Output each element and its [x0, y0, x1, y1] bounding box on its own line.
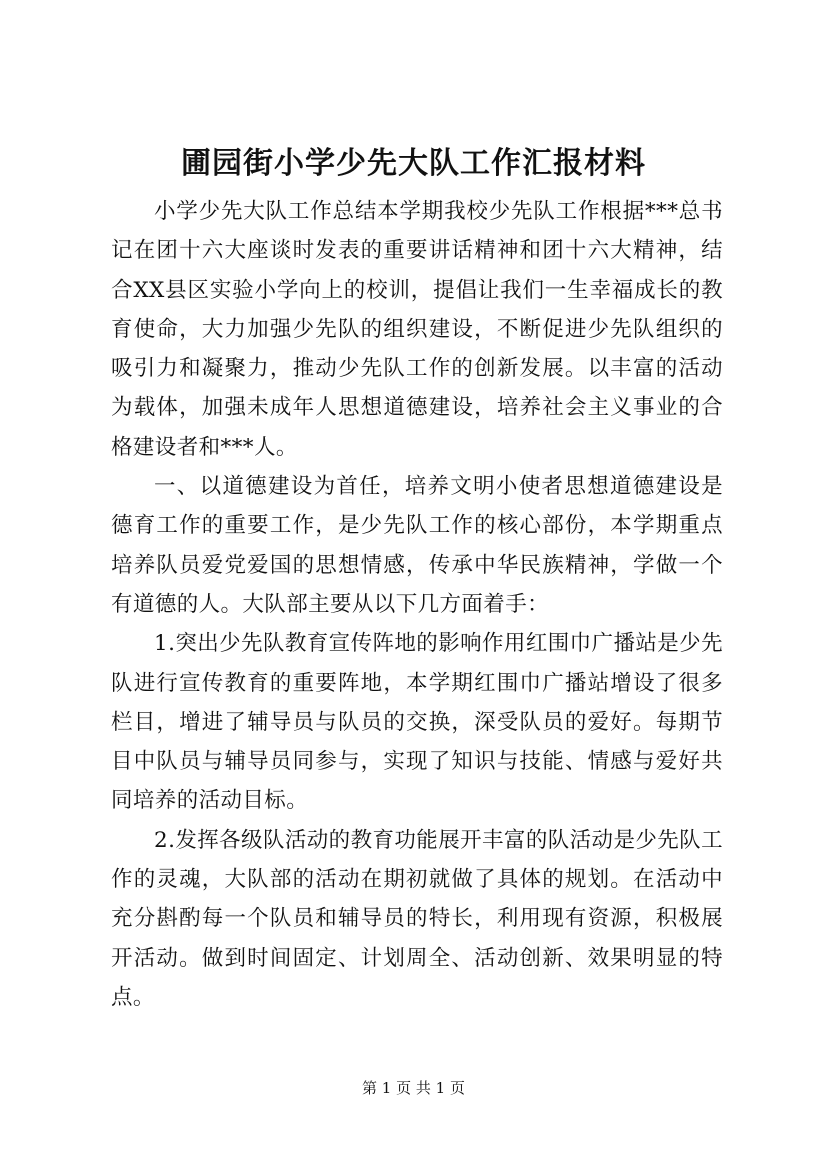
document-body	[111, 192, 723, 1017]
page-footer: 第 1 页 共 1 页	[362, 1079, 465, 1097]
paragraph-item-two: 2.发挥各级队活动的教育功能展开丰富的队活动是少先队工作的灵魂，大队部的活动在期初就做了具体的规划。在活动中充分斟酌每一个队员和辅导员的特长，利用现有资源，积极展开活动。做到时间固定、计划周全、活动创新、效果明显的特点。	[111, 827, 723, 1010]
paragraph-intro: 小学少先大队工作总结本学期我校少先队工作根据***总书记在团十六大座谈时发表的重要讲话精神和团十六大精神，结合XX县区实验小学向上的校训，提倡让我们一生幸福成长的教育使命，大力加强少先队的组织建设，不断促进少先队组织的吸引力和凝聚力，推动少先队工作的创新发展。以丰富的活动为载体，加强未成年人思想道德建设，培养社会主义事业的合格建设者和***人。	[111, 199, 723, 460]
paragraph-section-one: 一、以道德建设为首任，培养文明小使者思想道德建设是德育工作的重要工作，是少先队工作的核心部份，本学期重点培养队员爱党爱国的思想情感，传承中华民族精神，学做一个有道德的人。大队部主要从以下几方面着手：	[111, 474, 723, 617]
paragraph-item-one: 1.突出少先队教育宣传阵地的影响作用红围巾广播站是少先队进行宣传教育的重要阵地，本学期红围巾广播站增设了很多栏目，增进了辅导员与队员的交换，深受队员的爱好。每期节目中队员与辅导员同参与，实现了知识与技能、情感与爱好共同培养的活动目标。	[111, 631, 723, 814]
document-title: 圃园街小学少先大队工作汇报材料	[181, 146, 646, 181]
